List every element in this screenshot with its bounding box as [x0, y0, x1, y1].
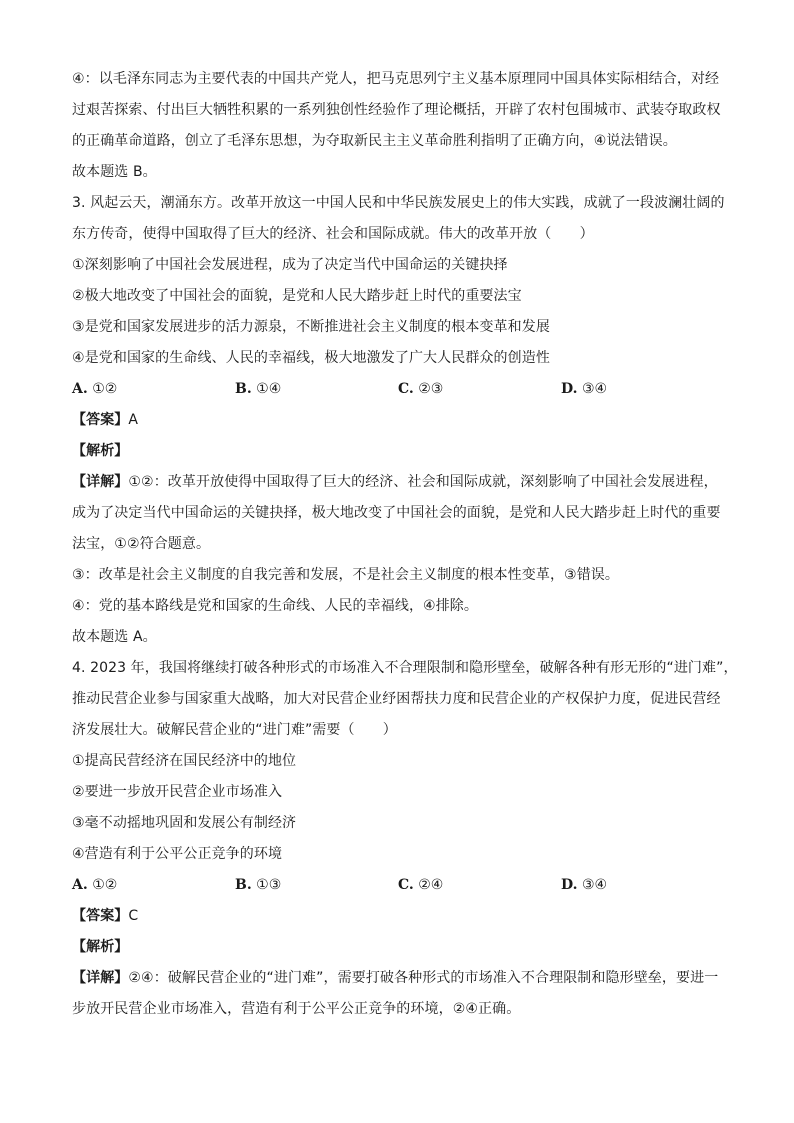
q3-option-d: D. ③④	[561, 381, 608, 397]
q4-option-a: A. ①②	[72, 877, 118, 893]
q3-item: ④是党和国家的生命线、人民的幸福线，极大地激发了广大人民群众的创造性	[72, 350, 550, 366]
q4-option-d: D. ③④	[561, 877, 608, 893]
q3-options	[72, 374, 732, 405]
q4-stem-line: 济发展壮大。破解民营企业的“进门难”需要（ ）	[72, 722, 397, 738]
q3-conclusion: 故本题选 A。	[72, 629, 157, 645]
text-line: 的正确革命道路，创立了毛泽东思想，为夺取新民主主义革命胜利指明了正确方向，④说法错误。	[72, 133, 677, 149]
q4-options	[72, 870, 732, 901]
q3-option-c: C. ②③	[398, 381, 444, 397]
q3-detail-line: 法宝，①②符合题意。	[72, 536, 211, 552]
text-line: ④：以毛泽东同志为主要代表的中国共产党人，把马克思列宁主义基本原理同中国具体实际相结合，对经	[72, 71, 720, 87]
q4-option-c: C. ②④	[398, 877, 444, 893]
q4-answer: 【答案】C	[72, 908, 139, 924]
q3-item: ②极大地改变了中国社会的面貌，是党和人民大踏步赶上时代的重要法宝	[72, 288, 522, 304]
q4-stem-line: 推动民营企业参与国家重大战略，加大对民营企业纾困帮扶力度和民营企业的产权保护力度，促进民营经	[72, 691, 721, 707]
q4-analysis-heading: 【解析】	[72, 939, 129, 955]
q4-detail-line: 【详解】②④：破解民营企业的“进门难”，需要打破各种形式的市场准入不合理限制和隐形壁垒，要进一	[72, 970, 719, 986]
q3-detail-line: 【详解】①②：改革开放使得中国取得了巨大的经济、社会和国际成就，深刻影响了中国社会发展进程，	[72, 474, 718, 490]
q4-item: ②要进一步放开民营企业市场准入	[72, 784, 283, 800]
q4-option-b: B. ①③	[235, 877, 282, 893]
document-page	[72, 64, 738, 1025]
text-line: 过艰苦探索、付出巨大牺牲积累的一系列独创性经验作了理论概括，开辟了农村包围城市、武装夺取政权	[72, 102, 721, 118]
q4-detail-line: 步放开民营企业市场准入，营造有利于公平公正竞争的环境，②④正确。	[72, 1001, 521, 1017]
q3-item: ③是党和国家发展进步的活力源泉，不断推进社会主义制度的根本变革和发展	[72, 319, 550, 335]
q4-stem-line: 4. 2023 年，我国将继续打破各种形式的市场准入不合理限制和隐形壁垒，破解各种有形无形的“进门难”，	[72, 660, 738, 676]
q3-option-a: A. ①②	[72, 381, 118, 397]
q3-detail-line: 成为了决定当代中国命运的关键抉择，极大地改变了中国社会的面貌，是党和人民大踏步赶上时代的重要	[72, 505, 721, 521]
q4-item: ①提高民营经济在国民经济中的地位	[72, 753, 297, 769]
q3-answer: 【答案】A	[72, 412, 139, 428]
q3-stem-line: 东方传奇，使得中国取得了巨大的经济、社会和国际成就。伟大的改革开放（ ）	[72, 226, 594, 242]
q3-detail-line: ③：改革是社会主义制度的自我完善和发展，不是社会主义制度的根本性变革，③错误。	[72, 567, 619, 583]
q3-stem-line: 3. 风起云天，潮涌东方。改革开放这一中国人民和中华民族发展史上的伟大实践，成就了一段波澜壮阔的	[72, 195, 725, 211]
q3-option-b: B. ①④	[235, 381, 282, 397]
q3-detail-line: ④：党的基本路线是党和国家的生命线、人民的幸福线，④排除。	[72, 598, 478, 614]
q4-item: ③毫不动摇地巩固和发展公有制经济	[72, 815, 297, 831]
q3-analysis-heading: 【解析】	[72, 443, 129, 459]
conclusion-line: 故本题选 B。	[72, 164, 157, 180]
q4-item: ④营造有利于公平公正竞争的环境	[72, 846, 283, 862]
q3-item: ①深刻影响了中国社会发展进程，成为了决定当代中国命运的关键抉择	[72, 257, 508, 273]
